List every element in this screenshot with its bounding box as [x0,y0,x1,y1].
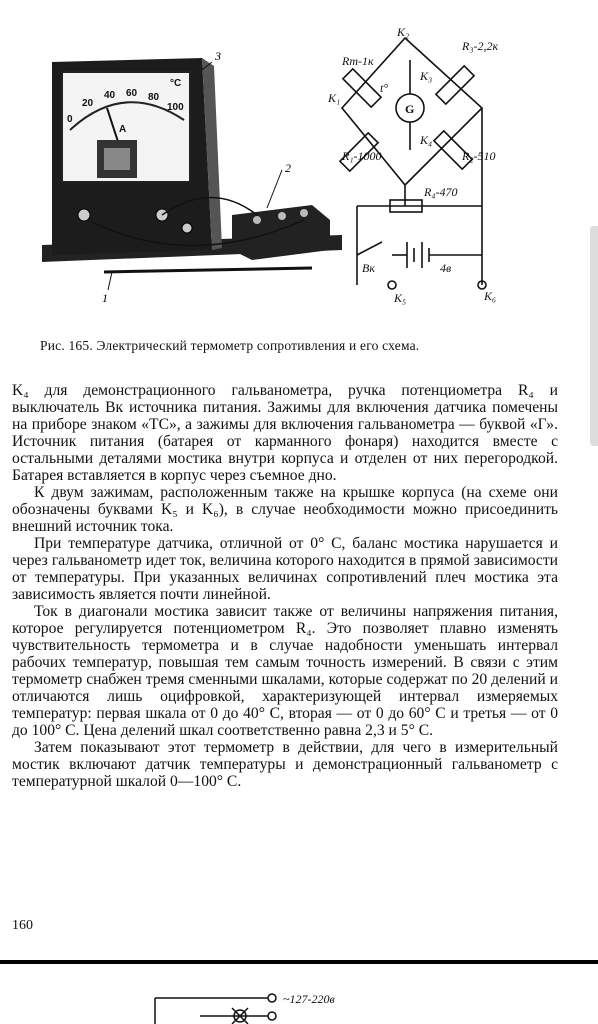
label-r1: R₁-1000 [342,149,382,163]
label-k1: K₁ [328,91,341,105]
scroll-edge-indicator [590,226,598,446]
scale-unit: °C [170,78,182,89]
callout-1: 1 [102,291,108,305]
label-switch: Вк [362,261,375,275]
label-r3: R₃-2,2к [462,39,499,53]
callout-2: 2 [285,161,291,175]
paragraph-2: К двум зажимам, расположенным также на крышке корпуса (на схеме они обозначены буквами K₅ и K₆), в случае необходимости можно присоединить внешний источник тока. [12,484,558,535]
scale-mark-60: 60 [126,88,138,99]
thermometer-device-illustration [42,58,342,290]
paragraph-3: При температуре датчика, отличной от 0° С, баланс мостика нарушается и через гальванометр идет ток, величина которого находится в прямой зависимости от температуры. При указанных величинах сопротивлений плеч мостика эта зависимость является почти линейной. [12,535,558,603]
scale-mark-20: 20 [82,98,94,109]
scale-mark-0: 0 [67,114,73,125]
figure-165 [12,10,587,310]
paragraph-5: Затем показывают этот термометр в действии, для чего в измерительный мостик включают датчик температуры и демонстрационный гальванометр с температурной шкалой 0—100° С. [12,739,558,790]
page-divider [0,960,598,964]
page-number: 160 [12,918,33,933]
label-battery: 4в [440,261,452,275]
paragraph-4: Ток в диагонали мостика зависит также от величины напряжения питания, которое регулируется потенциометром R₄. Это позволяет плавно изменять чувствительность термометра и в случае надобности уменьшать интервал рабочих температур, повышая тем самым точность измерений. В связи с этим термометр снабжен тремя сменными шкалами, которые содержат по 20 делений и отличаются лишь оцифровкой, характеризующей интервал измеряемых температур: первая шкала от 0 до 40° С, вторая — от 0 до 60° С и третья — от 0 до 100° С. Цена делений шкал соответственно равна 2,3 и 5° С. [12,603,558,739]
label-galvanometer: G [405,102,415,116]
scale-mark-80: 80 [148,92,160,103]
paragraph-1: K₄ для демонстрационного гальванометра, ручка потенциометра R₄ и выключатель Вк источника питания. Зажимы для включения датчика помечены на приборе знаком «ТС», а зажимы для включения гальванометра — буквой «Г». Источник питания (батарея от карманного фонаря) находится вместе с остальными деталями мостика внутри корпуса и отделен от них перегородкой. Батарея вставляется в корпус через съемное дно. [12,382,558,484]
meter-letter: A [119,124,127,135]
label-k5: K₅ [394,291,407,305]
label-k4: K₄ [420,133,433,147]
scale-mark-100: 100 [167,102,184,113]
label-k2: K₂ [397,25,410,39]
label-k6: K₆ [484,289,497,303]
label-r4: R₄-470 [424,185,458,199]
scale-mark-40: 40 [104,90,116,101]
bridge-schematic [340,38,486,289]
callout-3: 3 [215,49,221,63]
label-rt: Rт-1к [342,54,374,68]
label-r2: R₂-510 [462,149,496,163]
voltage-label: ~127-220в [283,992,335,1006]
label-temperature: t° [380,81,389,95]
label-k3: K₃ [420,69,433,83]
figure-caption: Рис. 165. Электрический термометр сопротивления и его схема. [40,338,420,353]
body-text [12,382,558,790]
